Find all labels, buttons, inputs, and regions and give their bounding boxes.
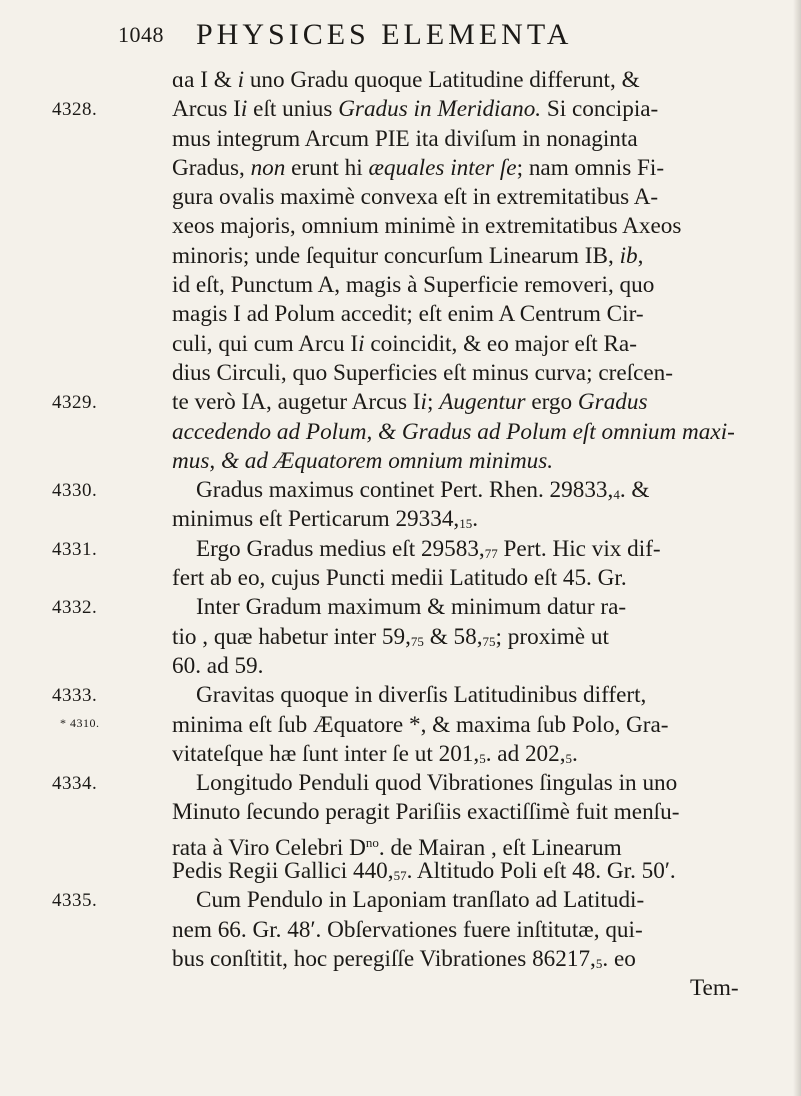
text-line — [0, 945, 801, 974]
text-segment: Cum Pendulo in Laponiam tranſlato ad Latitudi- — [196, 887, 645, 914]
text-line — [0, 66, 801, 95]
text-line — [0, 505, 801, 534]
text-segment: 60. ad 59. — [172, 652, 264, 679]
text-line — [0, 359, 801, 388]
text-line — [0, 916, 801, 945]
line-text — [172, 505, 478, 538]
text-segment: dius Circuli, quo Superficies eſt minus curva; creſcen- — [172, 359, 673, 386]
text-line — [0, 271, 801, 300]
page-edge-shadow — [793, 0, 801, 1096]
text-line — [0, 711, 801, 740]
line-text — [172, 95, 658, 124]
text-segment: i — [358, 330, 365, 357]
paragraph-number: 4334. — [52, 773, 98, 795]
text-line — [0, 212, 801, 241]
line-text — [172, 388, 648, 417]
text-segment: nem 66. Gr. 48′. Obſervationes fuere inſtitutæ, qui- — [172, 916, 643, 943]
text-segment: non — [250, 154, 286, 181]
text-line — [0, 535, 801, 564]
text-segment: i — [240, 96, 248, 123]
text-segment: ɑa I & — [172, 67, 238, 93]
paragraph-number: 4332. — [52, 597, 98, 619]
text-segment: . eo — [602, 945, 636, 972]
text-line — [0, 593, 801, 622]
line-text — [196, 886, 644, 915]
paragraph-number: 4328. — [52, 99, 98, 121]
line-text — [172, 359, 673, 388]
text-segment: Gradus, — [172, 154, 251, 181]
text-segment: 5 — [565, 750, 573, 766]
line-text — [172, 271, 654, 300]
text-segment: Gravitas quoque in diverſis Latitudinibus differt, — [196, 682, 647, 709]
text-segment: ib — [619, 242, 638, 269]
text-segment: Minuto ſecundo peragit Pariſiis exactiſſimè fuit menſu- — [172, 799, 680, 826]
text-line — [0, 418, 801, 447]
text-segment: Pedis Regii Gallici 440, — [172, 858, 394, 885]
paragraph-number: 4333. — [52, 685, 98, 707]
text-segment: 75 — [410, 633, 424, 649]
text-segment: Augentur — [439, 389, 526, 416]
text-segment: Si concipia- — [541, 96, 659, 123]
text-line — [0, 740, 801, 769]
text-segment: Arcus I — [172, 96, 241, 123]
line-text — [172, 418, 735, 447]
text-segment: Gradus maximus continet Pert. Rhen. 29833, — [196, 477, 614, 504]
text-segment: & 58, — [423, 623, 483, 650]
text-segment: i — [237, 67, 245, 93]
running-title: PHYSICES ELEMENTA — [196, 18, 573, 51]
text-segment: . — [572, 740, 578, 767]
text-segment: eſt unius — [247, 96, 339, 123]
line-text — [172, 798, 679, 827]
text-line — [0, 476, 801, 505]
text-segment: 57 — [393, 868, 407, 884]
line-text — [172, 154, 664, 183]
line-text — [172, 242, 643, 271]
line-text — [196, 476, 649, 509]
text-segment: minimus eſt Perticarum 29334, — [172, 506, 460, 533]
text-segment: minoris; unde ſequitur concurſum Linearum IB, — [172, 242, 620, 269]
text-segment: 77 — [484, 545, 498, 561]
text-segment: magis I ad Polum accedit; eſt enim A Centrum Cir- — [172, 301, 644, 328]
text-segment: Pert. Hic vix dif- — [497, 535, 661, 562]
line-text — [172, 564, 627, 593]
text-line — [0, 447, 801, 476]
text-segment: ; proximè ut — [495, 623, 609, 650]
line-text — [172, 916, 643, 945]
text-segment: Tem- — [690, 975, 739, 1002]
line-text — [196, 535, 661, 568]
text-segment: i — [420, 389, 427, 416]
text-segment: uno Gradu quoque Latitudine differunt, & — [244, 67, 640, 93]
text-line — [0, 886, 801, 915]
text-segment: fert ab eo, cujus Puncti medii Latitudo eſt 45. Gr. — [172, 565, 627, 592]
text-segment: 15 — [459, 516, 473, 532]
line-text — [196, 681, 646, 710]
text-segment: . — [472, 506, 479, 533]
page-header — [0, 14, 801, 54]
text-segment: . de Mairan , eſt Linearum — [378, 834, 622, 861]
line-text — [172, 945, 636, 978]
text-segment: bus conſtitit, hoc peregiſſe Vibrationes 86217, — [172, 945, 596, 972]
text-segment: id eſt, Punctum A, magis à Superficie removeri, quo — [172, 272, 655, 299]
text-segment: 4 — [613, 487, 620, 503]
line-text — [196, 593, 626, 622]
text-line — [0, 652, 801, 681]
text-line — [0, 681, 801, 710]
text-segment: xeos majoris, omnium minimè in extremitatibus Axeos — [172, 213, 682, 240]
text-segment: mus integrum Arcum PIE ita diviſum in nonaginta — [172, 125, 638, 152]
text-line — [0, 154, 801, 183]
paragraph-number: 4335. — [52, 890, 98, 912]
text-segment: vitateſque hæ ſunt inter ſe ut 201, — [172, 740, 480, 767]
text-segment: gura ovalis maximè convexa eſt in extremitatibus A- — [172, 184, 659, 211]
paragraph-number: 4329. — [52, 392, 98, 414]
line-text — [172, 711, 669, 740]
text-line — [0, 623, 801, 652]
text-segment: no — [365, 834, 379, 850]
text-line — [0, 769, 801, 798]
body-text — [0, 66, 801, 1004]
text-segment: Gradus — [577, 389, 648, 416]
text-line — [0, 564, 801, 593]
text-segment: erunt hi — [285, 154, 369, 181]
text-segment: coincidit, & eo major eſt Ra- — [364, 330, 637, 357]
text-line — [0, 242, 801, 271]
text-line — [0, 183, 801, 212]
line-text — [172, 125, 638, 154]
line-text — [172, 300, 644, 329]
text-segment: æquales inter ſe — [368, 154, 517, 181]
text-line — [0, 388, 801, 417]
line-text — [172, 183, 658, 212]
line-text — [172, 623, 609, 656]
line-text — [172, 447, 553, 476]
paragraph-number: 4330. — [52, 480, 98, 502]
text-segment: Gradus in Meridiano. — [338, 96, 542, 123]
text-segment: accedendo ad Polum, & Gradus ad Polum eſt omnium maxi- — [172, 418, 735, 445]
text-line — [0, 974, 801, 1003]
text-segment: Inter Gradum maximum & minimum datur ra- — [196, 594, 627, 621]
text-segment: . ad 202, — [485, 740, 566, 767]
text-segment: , — [637, 242, 644, 269]
line-text — [172, 740, 578, 773]
text-segment: te verò IA, augetur Arcus I — [172, 389, 421, 416]
text-segment: 5 — [479, 750, 486, 766]
text-line — [0, 330, 801, 359]
line-text — [196, 769, 677, 798]
text-segment: minima eſt ſub Æquatore *, & maxima ſub Polo, Gra- — [172, 711, 669, 738]
line-text — [172, 330, 637, 359]
cross-reference: * 4310. — [60, 715, 100, 730]
line-text — [172, 857, 676, 890]
text-segment: ; — [426, 389, 440, 416]
text-segment: culi, qui cum Arcu I — [172, 330, 359, 357]
text-line — [0, 798, 801, 827]
text-segment: rata à Viro Celebri D — [172, 834, 366, 861]
page-number: 1048 — [118, 22, 164, 47]
text-segment: Ergo Gradus medius eſt 29583, — [196, 535, 485, 562]
line-text — [172, 66, 640, 95]
text-line — [0, 300, 801, 329]
text-segment: mus, & ad Æquatorem omnium minimus. — [172, 447, 554, 474]
text-segment: . Altitudo Poli eſt 48. Gr. 50′. — [406, 858, 676, 885]
paragraph-number: 4331. — [52, 538, 98, 560]
text-segment: . & — [619, 477, 650, 504]
text-line — [0, 95, 801, 124]
text-line — [0, 828, 801, 861]
text-line — [0, 125, 801, 154]
text-segment: ; nam omnis Fi- — [516, 154, 665, 181]
text-segment: ergo — [525, 389, 578, 416]
text-segment: Longitudo Penduli quod Vibrationes ſingulas in uno — [196, 770, 678, 797]
text-segment: 5 — [595, 955, 603, 971]
line-text — [690, 974, 739, 1003]
line-text — [172, 652, 263, 681]
text-segment: 75 — [482, 633, 496, 649]
line-text — [172, 212, 681, 241]
text-line — [0, 857, 801, 886]
text-segment: tio , quæ habetur inter 59, — [172, 623, 411, 650]
